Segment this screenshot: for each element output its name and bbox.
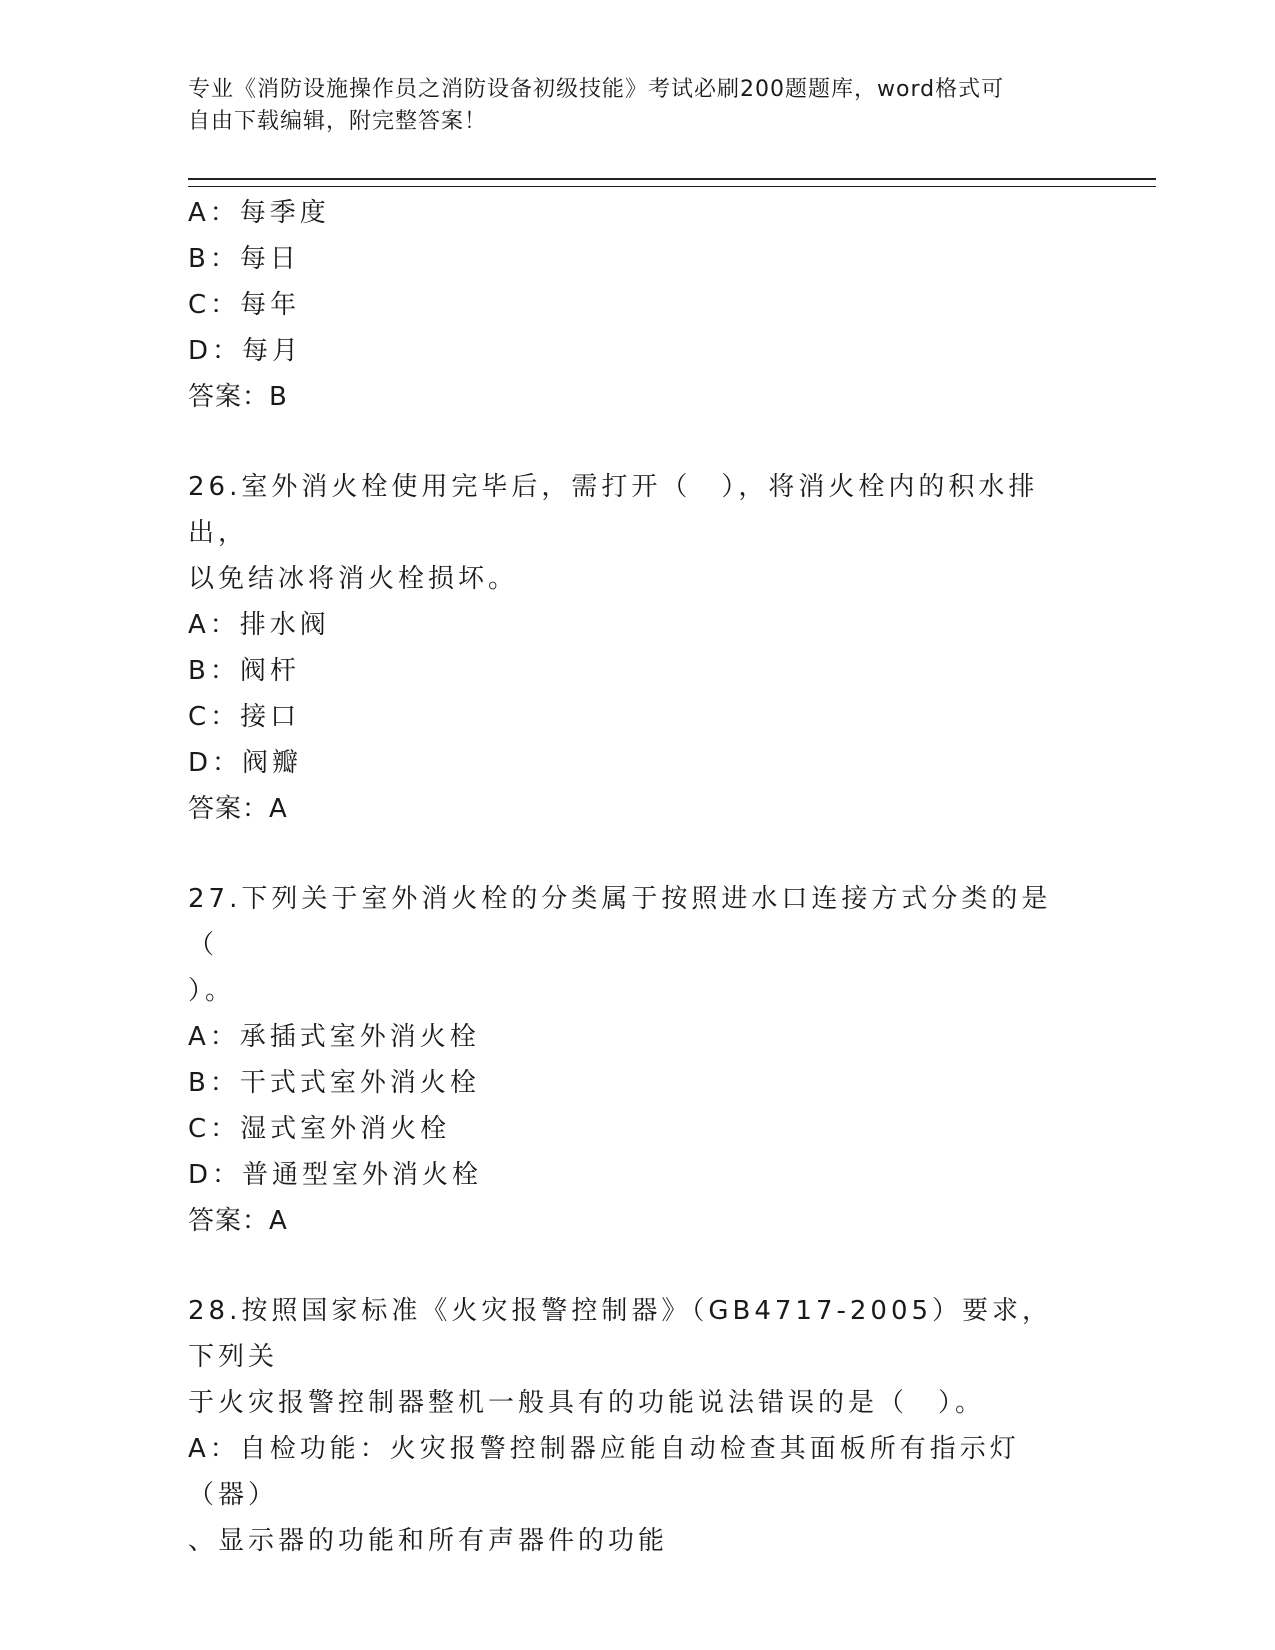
option-d: D：每月 — [188, 336, 303, 366]
option-a: A：承插式室外消火栓 — [188, 1022, 480, 1052]
question-25-block — [188, 190, 1068, 420]
document-header — [188, 74, 1068, 138]
option-b: B：干式式室外消火栓 — [188, 1068, 480, 1098]
question-stem-continued: 于火灾报警控制器整机一般具有的功能说法错误的是（ ）。 — [188, 1388, 986, 1418]
question-stem: 27.下列关于室外消火栓的分类属于按照进水口连接方式分类的是（ — [188, 884, 1052, 960]
option-d: D：阀瓣 — [188, 748, 303, 778]
answer-line: 答案：B — [188, 382, 288, 412]
option-d: D：普通型室外消火栓 — [188, 1160, 483, 1190]
answer-line: 答案：A — [188, 794, 288, 824]
spacer — [188, 420, 1068, 464]
question-stem: 26.室外消火栓使用完毕后，需打开（ ），将消火栓内的积水排出， — [188, 472, 1039, 548]
question-stem: 28.按照国家标准《火灾报警控制器》（GB4717-2005）要求，下列关 — [188, 1296, 1053, 1372]
header-line-1: 专业《消防设施操作员之消防设备初级技能》考试必刷200题题库，word格式可 — [188, 77, 1005, 102]
question-stem-continued: ）。 — [188, 976, 236, 1006]
document-body — [188, 190, 1068, 1564]
option-c: C：接口 — [188, 702, 301, 732]
answer-line: 答案：A — [188, 1206, 288, 1236]
question-26-block — [188, 464, 1068, 832]
option-b: B：每日 — [188, 244, 300, 274]
header-line-2: 自由下载编辑，附完整答案！ — [188, 109, 488, 134]
option-a: A：每季度 — [188, 198, 330, 228]
spacer — [188, 1244, 1068, 1288]
option-a-continued: 、显示器的功能和所有声器件的功能 — [188, 1526, 669, 1556]
question-28-block — [188, 1288, 1068, 1564]
option-b: B：阀杆 — [188, 656, 300, 686]
option-a: A：自检功能：火灾报警控制器应能自动检查其面板所有指示灯（器） — [188, 1434, 1020, 1510]
spacer — [188, 832, 1068, 876]
option-a: A：排水阀 — [188, 610, 330, 640]
header-divider — [188, 178, 1156, 187]
option-c: C：每年 — [188, 290, 301, 320]
question-stem-continued: 以免结冰将消火栓损坏。 — [188, 564, 519, 594]
question-27-block — [188, 876, 1068, 1244]
option-c: C：湿式室外消火栓 — [188, 1114, 451, 1144]
